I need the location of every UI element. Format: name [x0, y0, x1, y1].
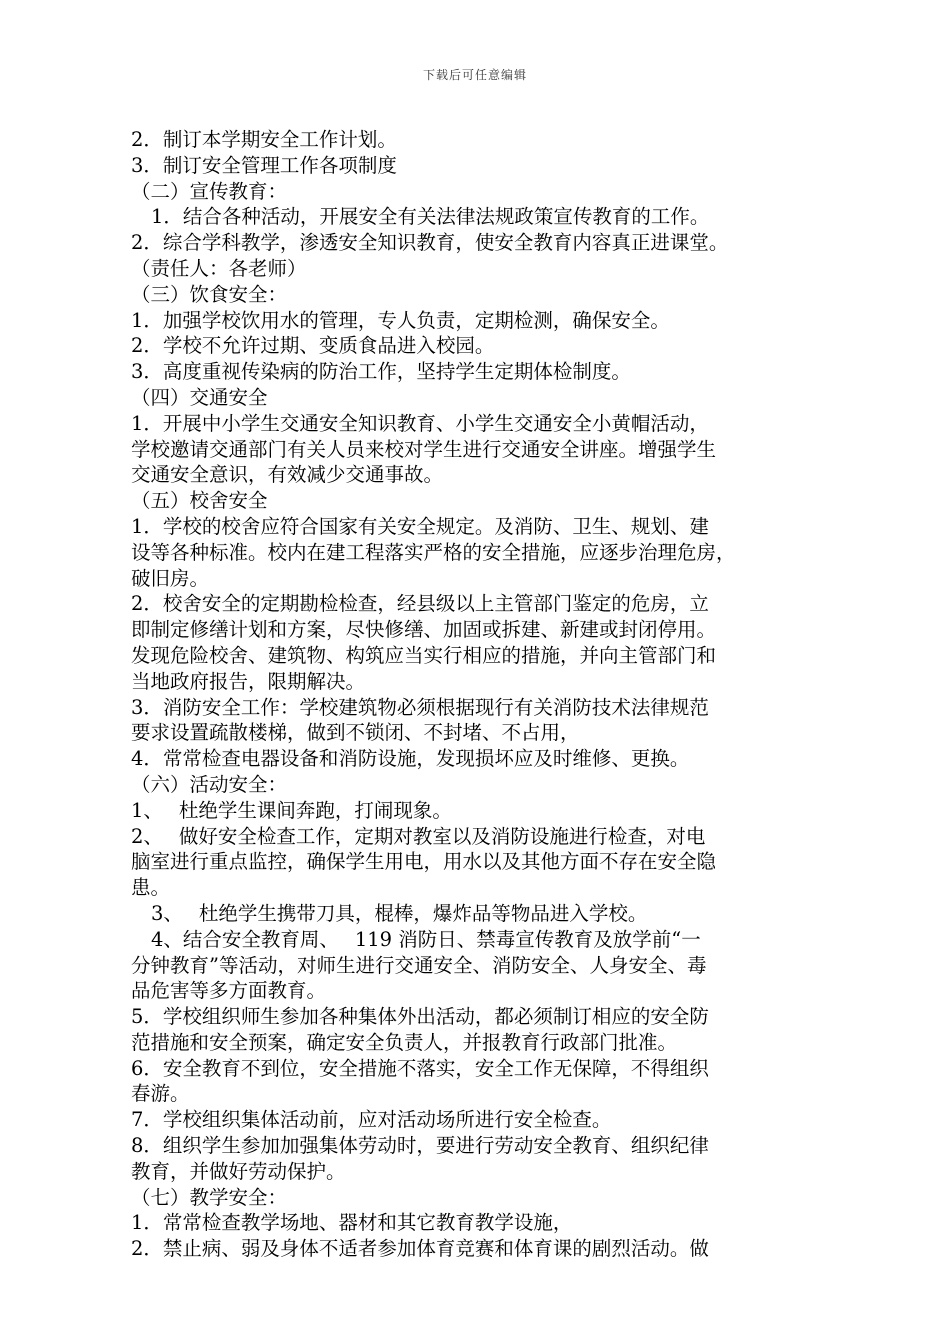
text-line: （三）饮食安全：: [131, 282, 288, 306]
text-line: 脑室进行重点监控，确保学生用电，用水以及其他方面不存在安全隐: [131, 850, 717, 874]
text-line: 1．常常检查教学场地、器材和其它教育教学设施，: [131, 1211, 573, 1235]
text-line: 4．常常检查电器设备和消防设施，发现损坏应及时维修、更换。: [131, 747, 690, 771]
text-line: （四）交通安全: [131, 385, 268, 409]
text-line: 破旧房。: [131, 566, 210, 590]
text-line: 要求设置疏散楼梯，做到不锁闭、不封堵、不占用，: [131, 721, 580, 745]
text-line: 7．学校组织集体活动前，应对活动场所进行安全检查。: [131, 1108, 612, 1132]
text-line: 2．学校不允许过期、变质食品进入校园。: [131, 334, 495, 358]
text-line: 8．组织学生参加加强集体劳动时，要进行劳动安全教育、组织纪律: [131, 1134, 709, 1158]
text-line: 发现危险校舍、建筑物、构筑应当实行相应的措施，并向主管部门和: [131, 643, 717, 667]
text-line: 范措施和安全预案，确定安全负责人，并报教育行政部门批准。: [131, 1030, 678, 1054]
text-line: 2、 做好安全检查工作，定期对教室以及消防设施进行检查，对电: [131, 824, 706, 848]
text-line: 当地政府报告，限期解决。: [131, 669, 366, 693]
text-line: 1．结合各种活动，开展安全有关法律法规政策宣传教育的工作。: [151, 205, 710, 229]
text-line: （二）宣传教育：: [131, 179, 288, 203]
text-line: 3．消防安全工作：学校建筑物必须根据现行有关消防技术法律规范: [131, 695, 709, 719]
text-line: 3．制订安全管理工作各项制度: [131, 153, 397, 177]
text-line: 交通安全意识，有效减少交通事故。: [131, 463, 444, 487]
text-line: 2．综合学科教学，渗透安全知识教育，使安全教育内容真正进课堂。: [131, 231, 729, 255]
text-line: 即制定修缮计划和方案，尽快修缮、加固或拆建、新建或封闭停用。: [131, 618, 717, 642]
text-line: 患。: [131, 876, 171, 900]
text-line: （七）教学安全：: [131, 1185, 288, 1209]
text-line: 分钟教育”等活动，对师生进行交通安全、消防安全、人身安全、毒: [131, 953, 707, 977]
text-line: 品危害等多方面教育。: [131, 979, 327, 1003]
text-line: 1．学校的校舍应符合国家有关安全规定。及消防、卫生、规划、建: [131, 514, 709, 538]
text-line: （五）校舍安全: [131, 489, 268, 513]
text-line: 4、结合安全教育周、 119 消防日、禁毒宣传教育及放学前“一: [151, 927, 701, 951]
text-line: 1、 杜绝学生课间奔跑，打闹现象。: [131, 798, 452, 822]
text-line: 设等各种标准。校内在建工程落实严格的安全措施，应逐步治理危房，: [131, 540, 736, 564]
text-line: 2．禁止病、弱及身体不适者参加体育竞赛和体育课的剧烈活动。做: [131, 1237, 709, 1261]
document-body: [131, 127, 821, 1262]
text-line: 3、 杜绝学生携带刀具，棍棒，爆炸品等物品进入学校。: [151, 901, 648, 925]
text-line: （六）活动安全：: [131, 772, 288, 796]
text-line: 3．高度重视传染病的防治工作，坚持学生定期体检制度。: [131, 360, 631, 384]
header-note: 下载后可任意编辑: [422, 68, 527, 82]
text-line: 1．加强学校饮用水的管理，专人负责，定期检测，确保安全。: [131, 308, 670, 332]
text-line: 5．学校组织师生参加各种集体外出活动，都必须制订相应的安全防: [131, 1005, 709, 1029]
text-line: 春游。: [131, 1082, 190, 1106]
text-line: （责任人：各老师）: [131, 256, 307, 280]
text-line: 6．安全教育不到位，安全措施不落实，安全工作无保障，不得组织: [131, 1056, 709, 1080]
text-line: 学校邀请交通部门有关人员来校对学生进行交通安全讲座。增强学生: [131, 437, 717, 461]
text-line: 2．制订本学期安全工作计划。: [131, 128, 397, 151]
text-line: 2．校舍安全的定期勘检检查，经县级以上主管部门鉴定的危房，立: [131, 592, 709, 616]
text-line: 教育，并做好劳动保护。: [131, 1159, 346, 1183]
text-line: 1．开展中小学生交通安全知识教育、小学生交通安全小黄帽活动，: [131, 411, 709, 435]
